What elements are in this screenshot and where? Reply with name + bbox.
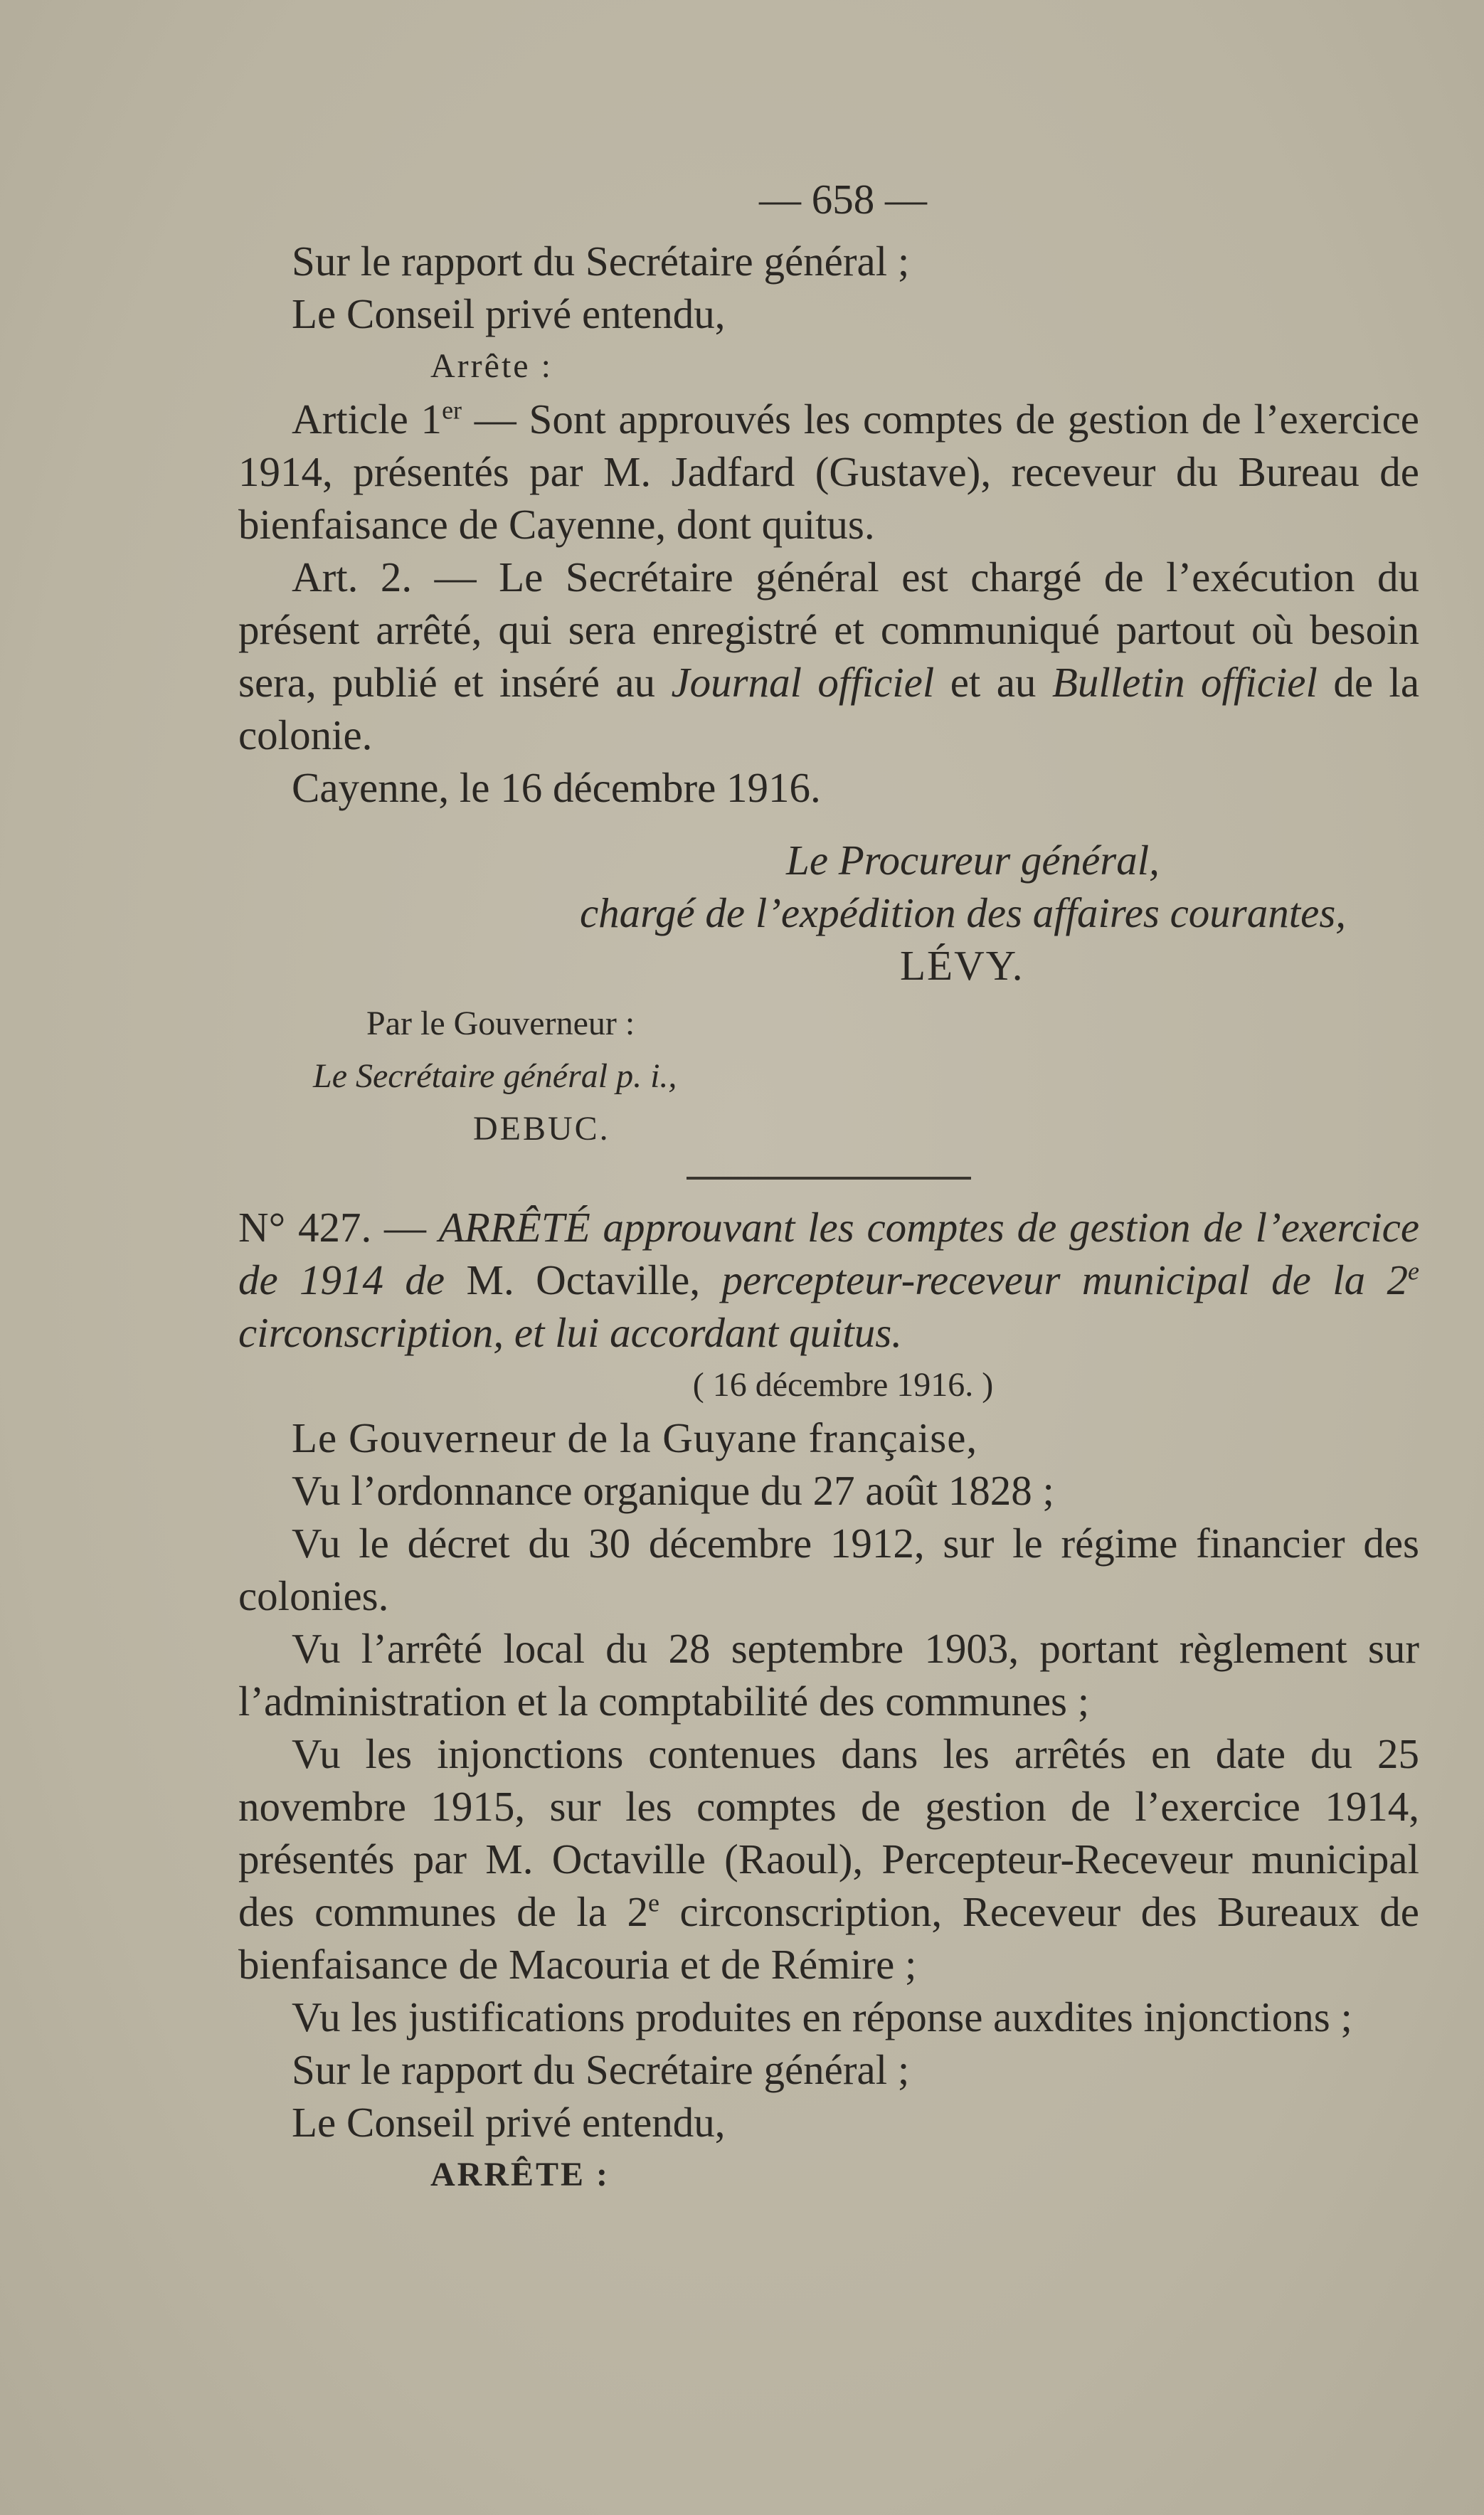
separator-rule <box>687 1177 971 1180</box>
secretaire-general: Le Secrétaire général p. i., <box>313 1057 677 1095</box>
secretaire-name: DEBUC. <box>473 1110 610 1148</box>
vu-injonctions <box>238 1727 1419 1991</box>
act-title <box>238 1201 1419 1359</box>
act-title-b: percepteur-receveur municipal de la 2 <box>700 1256 1409 1303</box>
bulletin-officiel: Bulletin officiel <box>1051 659 1318 706</box>
signature-name: LÉVY. <box>900 942 1024 989</box>
par-gouverneur: Par le Gouverneur : <box>366 1005 635 1042</box>
conseil-line: Le Conseil privé entendu, <box>292 290 726 337</box>
act-title-sup: e <box>1408 1256 1419 1286</box>
article-1-sup: er <box>442 396 462 425</box>
arrete-heading-2: ARRÊTE : <box>430 2156 610 2193</box>
rapport-line: Sur le rapport du Secrétaire général ; <box>292 238 910 285</box>
rapport-line-2: Sur le rapport du Secrétaire général ; <box>292 2046 910 2093</box>
vu-ordonnance: Vu l’ordonnance organique du 27 août 1828 ; <box>292 1467 1054 1514</box>
act-number: N° 427. — <box>238 1204 439 1251</box>
arrete-heading <box>238 340 1419 393</box>
place-date: Cayenne, le 16 décembre 1916. <box>292 764 821 811</box>
vu-injonctions-b: circonscription, Receveur des Bureaux de bienfaisance de Macouria et de Rémire ; <box>238 1888 1419 1988</box>
article-2-c: de la colonie. <box>238 659 1420 758</box>
conseil-line-2: Le Conseil privé entendu, <box>292 2099 726 2146</box>
article-1-text: — Sont approuvés les comptes de gestion de l’exercice 1914, présentés par M. Jadfard (Gustave), receveur du Bureau de bienfaisance de Cayenne, dont quitus. <box>238 396 1419 548</box>
article-1 <box>238 393 1419 551</box>
arrete-heading-text: Arrête : <box>430 347 553 385</box>
act-date: ( 16 décembre 1916. ) <box>692 1366 994 1404</box>
article-2 <box>238 551 1419 761</box>
article-1-prefix: Article 1 <box>292 396 442 443</box>
act-title-a: ARRÊTÉ approuvant les comptes de gestion de l’exercice de 1914 de <box>238 1204 1420 1303</box>
page-number: — 658 — <box>759 176 927 223</box>
vu-injonctions-sup: e <box>647 1888 659 1917</box>
gouverneur-line: Le Gouverneur de la Guyane française, <box>292 1414 978 1461</box>
signature-title-1: Le Procureur général, <box>786 837 1160 884</box>
journal-officiel: Journal officiel <box>671 659 935 706</box>
act-title-c: circonscription, et lui accordant quitus. <box>238 1309 902 1356</box>
vu-injonctions-a: Vu les injonctions contenues dans les arrêtés en date du 25 novembre 1915, sur les comptes de gestion de l’exercice 1914, présentés par M. Octaville (Raoul), Percepteur-Receveur municipal des communes de la 2 <box>238 1730 1419 1935</box>
text-column <box>238 171 1419 2201</box>
vu-arrete-local: Vu l’arrêté local du 28 septembre 1903, portant règlement sur l’administration et la comptabilité des communes ; <box>238 1625 1419 1725</box>
article-2-a: Art. 2. — Le Secrétaire général est chargé de l’exécution du présent arrêté, qui sera enregistré et communiqué partout où besoin sera, publié et inséré au <box>238 554 1419 706</box>
article-2-b: et au <box>934 659 1052 706</box>
act-title-name: M. Octaville, <box>466 1256 701 1303</box>
vu-decret: Vu le décret du 30 décembre 1912, sur le régime financier des colonies. <box>238 1520 1419 1619</box>
signature-title-2: chargé de l’expédition des affaires courantes, <box>580 889 1347 936</box>
vu-justifications: Vu les justifications produites en réponse auxdites injonctions ; <box>292 1994 1352 2040</box>
